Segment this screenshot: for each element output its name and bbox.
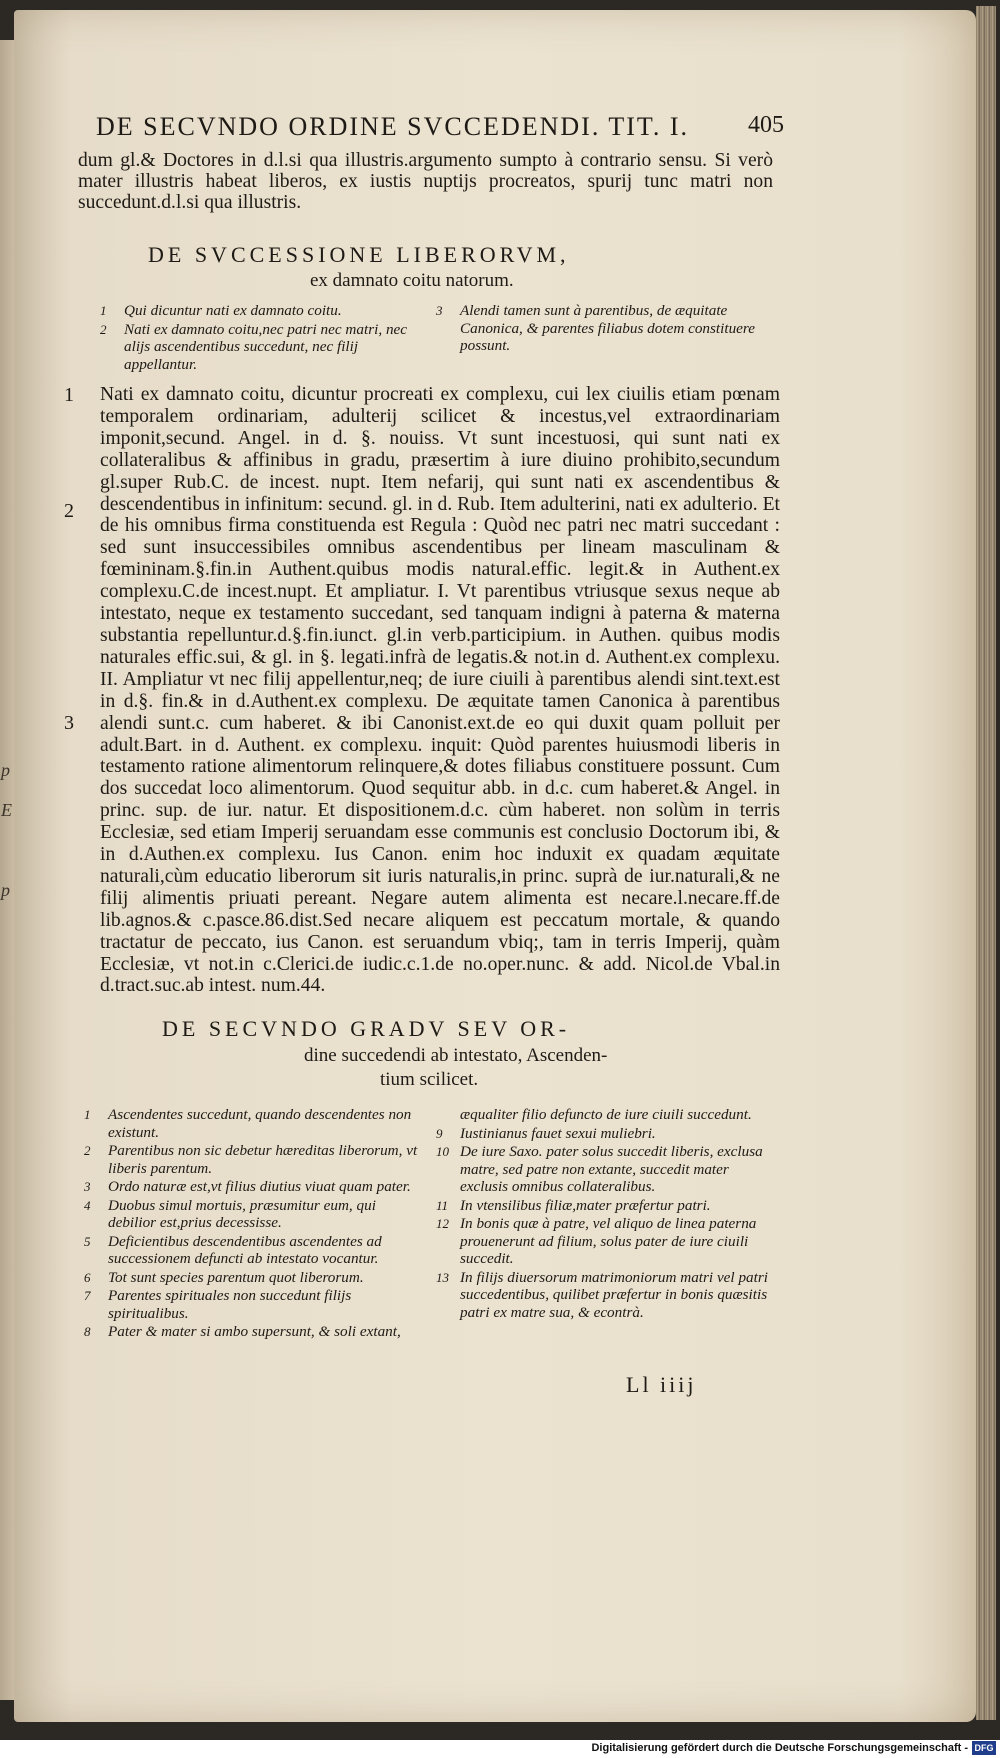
summary-item: æqualiter filio defuncto de iure ciuili succedunt. — [460, 1106, 752, 1123]
running-header — [96, 112, 796, 150]
section2-title: DE SECVNDO GRADV SEV OR- — [162, 1016, 571, 1041]
summary-item: 2 Parentibus non sic debetur hæreditas liberorum, vt liberis parentum. — [84, 1142, 418, 1177]
section1-body: Nati ex damnato coitu, dicuntur procreati ex complexu, cui lex ciuilis etiam pœnam temporalem ordinariam, adulterij scilicet & incestus,vel extraordinariam imponit,secund. Angel. in d. §. nouiss. Vt sunt incestuosi, qui sunt nati ex collateralibus & affinibus in gradu, præsertim à iure diuino prohibito,secundum gl.super Rub.C. de incest. nupt. Item nefarij, qui sunt nati ex ascendentibus & descendentibus in infinitum: secund. gl. in d. Rub. Item adulterini, nati ex adulterio. Et de his omnibus firma constituenda est Regula : Quòd nec patri nec matri succedant : sed sunt insuccessibiles omnibus ascendentibus per lineam masculinam & fœmininam.§.fin.in Authent.quibus modis natural.effic. legit.& in Authent.ex complexu.C.de incest.nupt. Et ampliatur. I. Vt parentibus vtriusque sexus neque ab intestato, neque ex testamento succedant, sed tanquam indigni à paterna & materna substantia repelluntur.d.§.fin.iunct. gl.in verb.participium. in Authen. quibus modis naturales effic.sui, & gl. in §. legati.infrà de legatis.& not.in d. Authent.ex complexu. II. Ampliatur vt nec filij appellentur,neq; de iure ciuili à parentibus alendi sint.text.est in d.§. fin.& in d.Authent.ex complexu. De æquitate tamen Canonica à parentibus alendi sunt.c. cum haberet. & ibi Canonist.ext.de eo qui duxit quam polluit per adult.Bart. in d. Authent. ex complexu. inquit: Quòd parentes huiusmodi liberis in testamento ratione alimentorum relinquere,& dotes filiabus constituere possunt. Cum dos succedat loco alimentorum. Quod sequitur abb. in d.c. cum haberet.& Angel. in princ. sup. de iur. natur. Et dispositionem.d.c. cùm haberet. non solùm in terris Ecclesiæ, sed etiam Imperij seruandam esse communis est conclusio Doctorum ibi, & in d.Authen.ex complexu. Ius Canon. enim hoc induxit ex quadam æquitate naturali,cùm educatio liberorum sit iuris naturalis,in princ. suprà de iur.naturali,& ne filij alimentis priuati pereant. Negare autem alimenta est necare.l.necare.ff.de lib.agnos.& c.pasce.86.dist.Sed necare aliquem est peccatum mortale, & quando tractatur de peccato, ius Canon. est seruandum vbiq;, tam in terris Imperij, quàm Ecclesiæ, vt not.in c.Clerici.de iudic.c.1.de no.oper.nunc. & add. Nicol.de Vbal.in d.tract.suc.ab intest. num.44. — [100, 384, 780, 997]
footer-credit: Digitalisierung gefördert durch die Deutsche Forschungsgemeinschaft - — [591, 1742, 968, 1754]
section1-summary-right — [436, 302, 776, 356]
summary-item: 7 Parentes spirituales non succedunt filijs spiritualibus. — [84, 1287, 352, 1322]
summary-item: 11 In vtensilibus filiæ,mater præfertur patri. — [436, 1196, 711, 1214]
section2-subtitle-line2: tium scilicet. — [380, 1069, 479, 1090]
section2-summary-right — [436, 1106, 778, 1322]
summary-item: 1 Qui dicuntur nati ex damnato coitu. — [100, 302, 342, 319]
section1-summary-left — [100, 302, 420, 374]
margin-number: 3 — [64, 712, 74, 734]
summary-item: 6 Tot sunt species parentum quot liberorum. — [84, 1268, 364, 1286]
summary-item: 12 In bonis quæ à patre, vel aliquo de linea paterna prouenerunt ad filium, solus pater de iure ciuili succedit. — [436, 1215, 757, 1267]
summary-item: 10 De iure Saxo. pater solus succedit liberis, exclusa matre, sed patre non extante, succedit mater exclusis omnibus collateralibus. — [436, 1143, 763, 1195]
summary-item: 4 Duobus simul mortuis, præsumitur eum, qui debilior est,prius decessisse. — [84, 1196, 376, 1231]
dfg-logo: DFG — [972, 1741, 996, 1755]
intro-paragraph: dum gl.& Doctores in d.l.si qua illustris.argumento sumpto à contrario sensu. Si verò mater illustris habeat liberos, ex iustis nuptijs procreatos, spurij tunc matri non succedunt.d.l.si qua illustris. — [78, 150, 773, 214]
summary-item: 3 Alendi tamen sunt à parentibus, de æquitate Canonica, & parentes filiabus dotem constituere possunt. — [436, 302, 755, 354]
summary-item: 13 In filijs diuersorum matrimoniorum matri vel patri succedentibus, quilibet præfertur in bonis quæsitis patri ex matre sua, & econtrà. — [436, 1268, 768, 1321]
summary-item: 8 Pater & mater si ambo supersunt, & soli extant, — [84, 1323, 401, 1340]
section1-title: DE SVCCESSIONE LIBERORVM, — [148, 242, 570, 267]
signature-mark: Ll iiij — [626, 1372, 697, 1397]
section2-summary-left — [84, 1106, 420, 1342]
summary-item: 3 Ordo naturæ est,vt filius diutius viuat quam pater. — [84, 1178, 411, 1195]
page-number: 405 — [748, 112, 784, 138]
margin-number: 2 — [64, 500, 74, 522]
margin-number: 1 — [64, 384, 74, 406]
facing-page-fragment: p E p — [0, 40, 16, 1700]
page-edge — [976, 6, 996, 1720]
summary-item: 5 Deficientibus descendentibus ascendentes ad successionem defuncti ab intestato vocantur. — [84, 1232, 382, 1267]
header-title: DE SECVNDO ORDINE SVCCEDENDI. TIT. I. — [96, 112, 690, 141]
section1-subtitle: ex damnato coitu natorum. — [310, 270, 514, 291]
summary-item: 1 Ascendentes succedunt, quando descendentes non existunt. — [84, 1106, 412, 1141]
summary-item: 2 Nati ex damnato coitu,nec patri nec matri, nec alijs ascendentibus succedunt, nec filij appellantur. — [100, 320, 408, 373]
summary-item: 9 Iustinianus fauet sexui muliebri. — [436, 1124, 656, 1142]
section2-subtitle-line1: dine succedendi ab intestato, Ascenden- — [304, 1045, 608, 1066]
